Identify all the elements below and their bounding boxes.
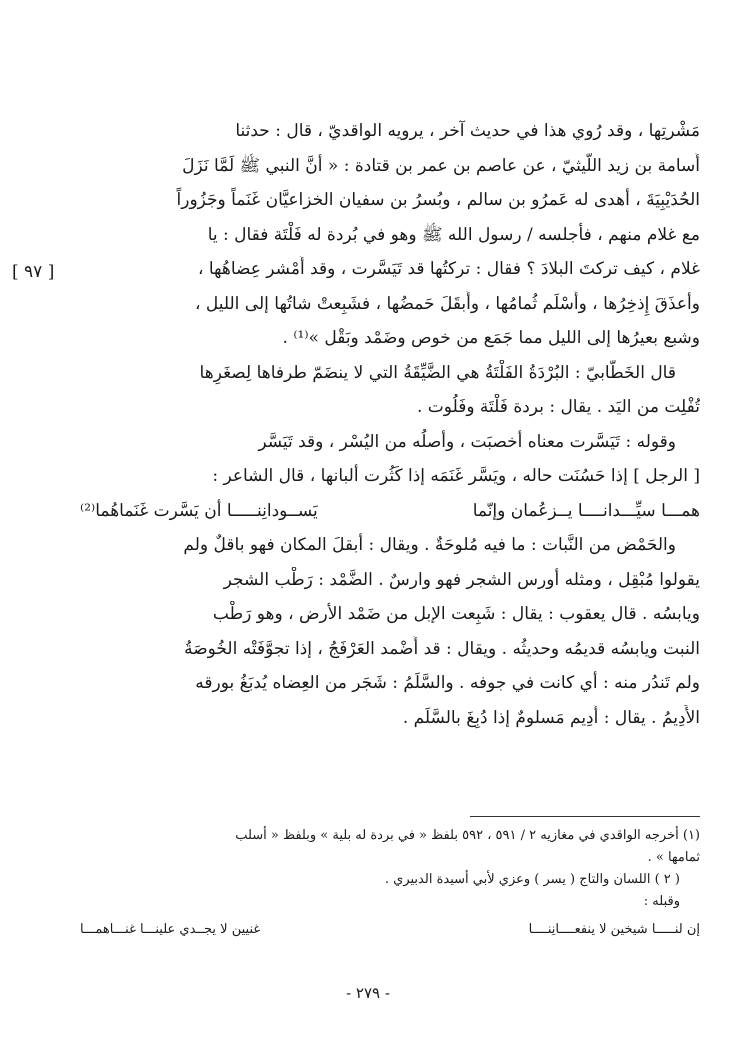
footnote-1-line: (١) أخرجه الواقدي في مغازيه ٢ / ٥٩١ ، ٥٩٢ بلفظ « في بردة له بلية » وبلفظ « أسلب [235,828,700,843]
text-line: مَشْرتِها ، وقد رُوي هذا في حديث آخر ، يرويه الواقديّ ، قال : حدثنا [235,121,700,141]
footnote-2: ( ٢ ) اللسان والتاج ( يسر ) وعزي لأبي أسيدة الدبيري . [384,872,680,887]
footnote-1-continuation: ثمامها » . [647,850,700,865]
footnote-marker: ⁽²⁾ [80,500,96,521]
text-line: ولم تَندُر منه : أي كانت في جوفه . والسَّلَمُ : شَجَر من العِضاه يُدبَغُ بورقه [195,673,700,693]
text-line: ويابسُه . قال يعقوب : يقال : شَبِعت الإبل من ضَمْد الأرض ، وهو رَطْب [212,604,700,624]
text-line: أُسامة بن زيد اللَّيثيّ ، عن عاصم بن عمر بن قتادة : « أنَّ النبي ﷺ لَمَّا نَزَلَ [182,155,700,176]
text-line: الأَدِيمُ . يقال : أَدِيم مَسلومٌ إذا دُبِغَ بالسَّلَم . [402,707,700,728]
footnote-verse [80,920,700,941]
text-line: وأعذَقَ إِذخِرُها ، وأَسْلَم ثُمامُها ، وأَبقَلَ حَمضُها ، فشَبِعتْ شاتُها إلى الليل ، [194,293,700,314]
text-line: قال الخَطّابيّ : البُرْدَةُ الفَلْتَةُ هي الضَّيِّقَةُ التي لا ينضَمّ طرفاها لِصغَرِها [199,362,676,383]
text-line: يقولوا مُبْقِل ، ومثله أورس الشجر فهو وارسٌ . الضَّمْد : رَطْب الشجر [223,569,700,590]
text-line: الحُدَيْبِيَةَ ، أهدى له عَمرُو بن سالم ، وبُسرُ بن سفيان الخزاعيَّان غَنَماً وجَزُوراً [176,190,700,210]
text-line: غلام ، كيف تركتَ البلادَ ؟ فقال : تركتُها قد تَيَسَّرت ، وقد أَمْشر عِضاهُها ، [197,259,700,279]
footnote-separator [470,816,700,817]
text-line: وشبع بعيرُها إلى الليل مما جَمَع من خوص وضَمْد وبَقْل »⁽¹⁾ . [282,328,700,348]
footnote-verse-second: غنيين لا يجــدي علينـــا غنـــاهمـــا [80,922,261,937]
verse-second-hemistich: يَســودانِنـــــا أن يَسَّرت غَنَماهُما⁽²⁾ [80,498,318,533]
text-line: والحَمْض من النَّبات : ما فيه مُلوحَةٌ . ويقال : أبقلَ المكان فهو باقلٌ ولم [183,535,676,555]
text-line: [ الرجل ] إذا حَسُنَت حاله ، ويَسَّر غَنَمَه إذا كَثُرت ألبانها ، قال الشاعر : [212,466,700,486]
footnote-verse-first: إن لنـــــا شيخين لا ينفعــــانِنــــا [528,922,700,937]
text-line: مع غلام منهم ، فأجلسه / رسول الله ﷺ وهو في بُردة له فَلْتَة فقال : يا [207,224,700,245]
footnotes-block [80,826,700,941]
text-line: وقوله : تَيَسَّرت معناه أخصبَت ، وأصلُه من اليُسْر ، وقد تَيَسَّر [258,431,676,452]
margin-page-reference: [ ٩٧ ] [12,262,55,282]
verse-first-hemistich: همـــا سيِّـــدانــــا يــزعُمان وإنّما [472,500,700,521]
poetry-verse [80,498,700,533]
main-text-block [80,118,700,739]
text-line: تُفْلِت من اليَد . يقال : بردة فَلْتَة وفَلُوت . [416,397,700,417]
text-line: النبت ويابسُه قديمُه وحديثُه . ويقال : قد أَضْمد العَرْفَجُ ، إذا تجوَّفَتْه الخُوصَةُ [184,638,700,659]
footnote-2-intro: وقبله : [643,894,680,909]
page-number: - ٢٧٩ - [346,984,390,1002]
